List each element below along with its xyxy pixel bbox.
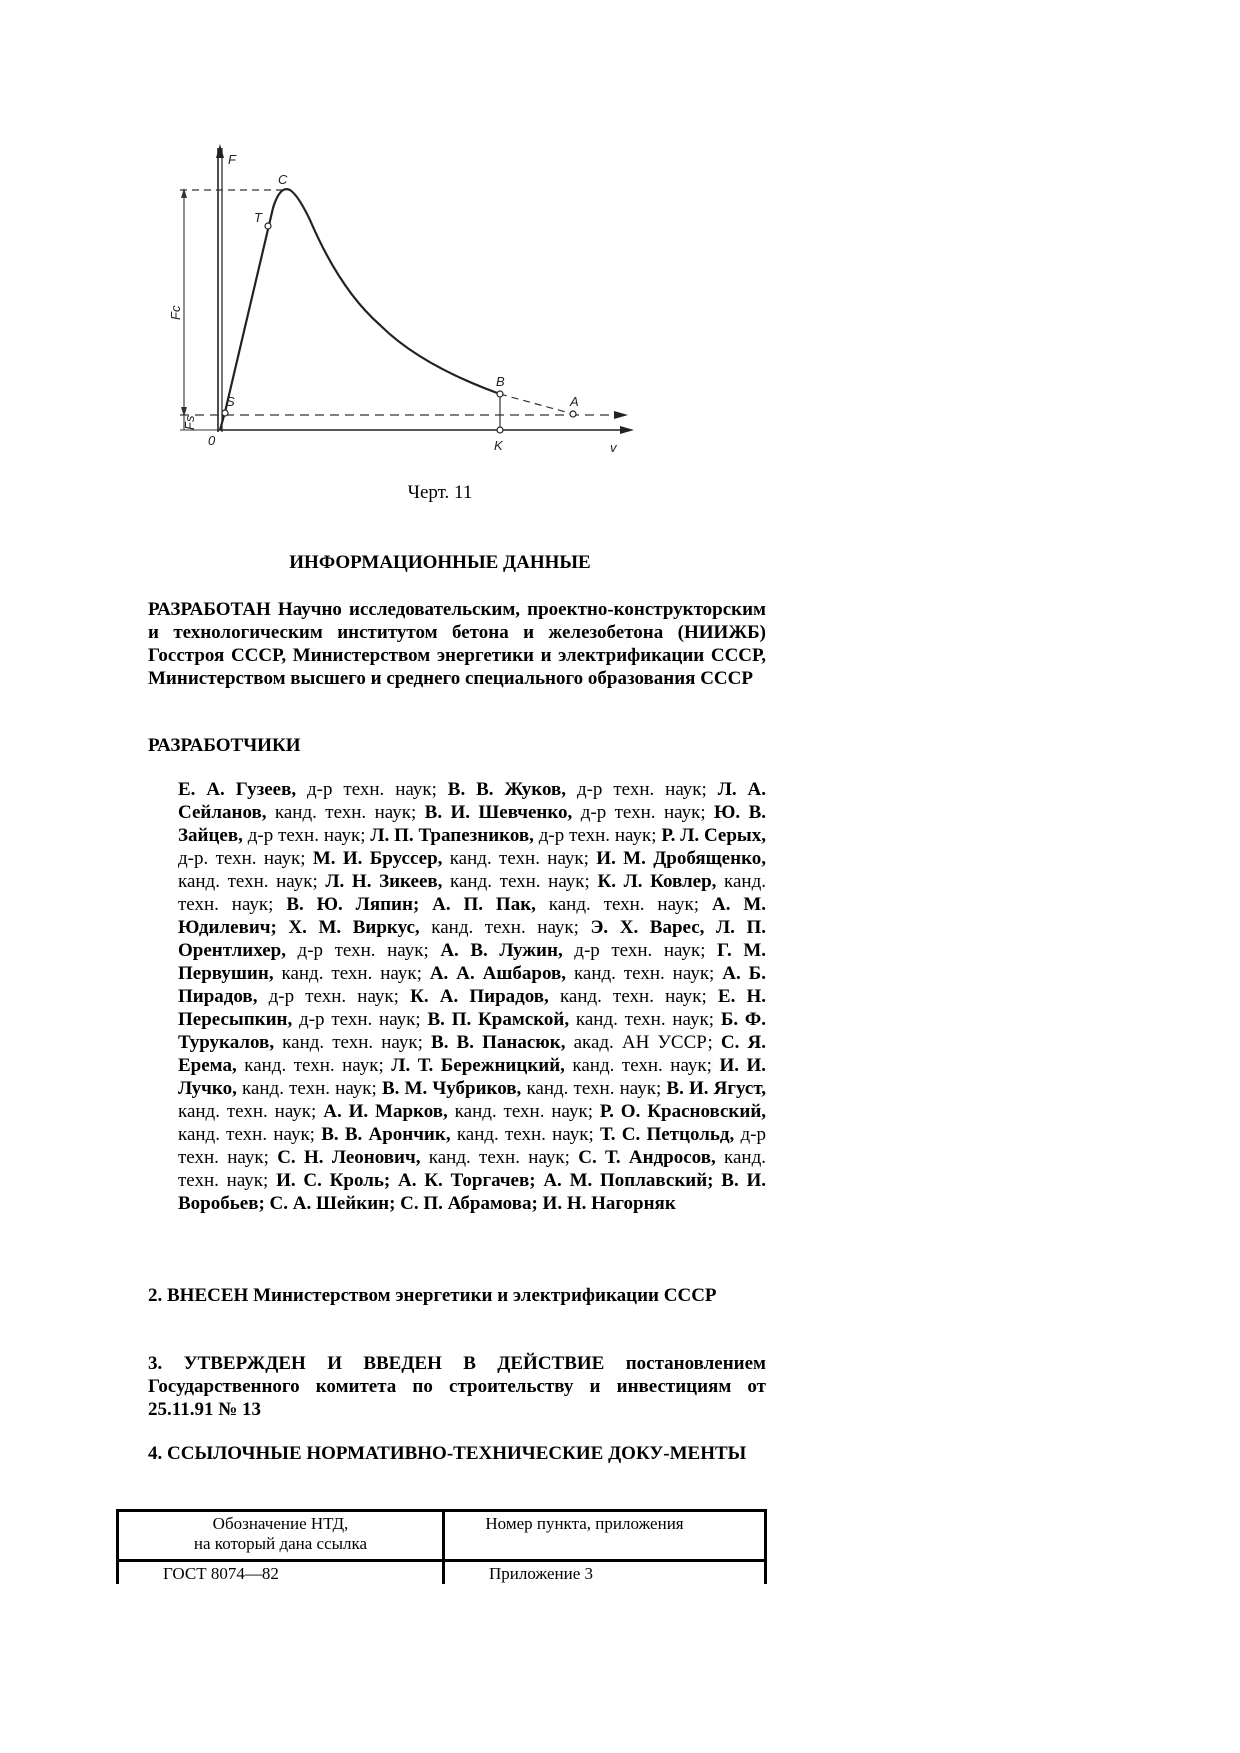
- label-k: K: [494, 438, 503, 453]
- developer-name: В. Ю. Ляпин; А. П. Пак,: [286, 894, 536, 915]
- label-fc: Fc: [168, 305, 183, 320]
- developer-name: Р. О. Красновский,: [599, 1101, 767, 1122]
- developer-title: канд. техн. наук;: [178, 1124, 322, 1145]
- developer-name: А. М. Юдилевич; Х. М. Виркус,: [178, 894, 767, 938]
- developer-name: И. С. Кроль; А. К. Торгачев; А. М. Поплавский; В. И. Воробьев; С. А. Шейкин; С. П. Абрамова; И. Н. Нагорняк: [178, 1170, 766, 1214]
- developer-name: К. А. Пирадов,: [410, 986, 549, 1007]
- developer-name: Е. А. Гузеев,: [178, 779, 297, 800]
- label-o: 0: [208, 433, 216, 448]
- developer-name: А. Б. Пирадов,: [178, 963, 766, 1007]
- header-doc-line1: Обозначение НТД,: [212, 1514, 349, 1533]
- point-b: [497, 391, 503, 397]
- item3-text: постановлением Государственного комитета по строительству и инвестициям от 25.11.91 № 13: [148, 1353, 767, 1420]
- developer-name: Л. Т. Бережницкий,: [391, 1055, 565, 1076]
- point-a: [570, 411, 576, 417]
- diagram-svg: [168, 140, 740, 480]
- developer-title: д-р техн. наук;: [566, 779, 718, 800]
- developer-name: В. И. Шевченко,: [424, 802, 573, 823]
- developer-name: С. Я. Ерема,: [178, 1032, 766, 1076]
- label-b: B: [496, 374, 505, 389]
- label-s: S: [226, 394, 235, 409]
- fs-arrow: [614, 411, 628, 419]
- developer-title: канд. техн. наук;: [450, 1124, 601, 1145]
- developer-name: В. В. Жуков,: [447, 779, 567, 800]
- developed-by-paragraph: [148, 598, 766, 690]
- label-a: A: [570, 394, 579, 409]
- table-row: [118, 1561, 766, 1585]
- approved-paragraph: [148, 1352, 766, 1421]
- point-k: [497, 427, 503, 433]
- developer-title: д-р техн. наук;: [292, 1009, 428, 1030]
- developer-title: канд. техн. наук;: [273, 963, 430, 984]
- developer-name: К. Л. Ковлер,: [597, 871, 717, 892]
- label-v: v: [610, 440, 617, 455]
- developer-name: В. И. Ягуст,: [666, 1078, 766, 1099]
- developer-name: А. В. Лужин,: [440, 940, 563, 961]
- item2-label: 2. ВНЕСЕН: [148, 1285, 249, 1306]
- label-t: T: [254, 210, 262, 225]
- developed-label: РАЗРАБОТАН: [148, 599, 271, 620]
- header-clause: Номер пункта, приложения: [444, 1511, 766, 1561]
- label-fs: Fs: [182, 415, 197, 430]
- developer-name: Л. П. Трапезников,: [370, 825, 534, 846]
- developer-title: акад. АН УССР;: [565, 1032, 721, 1053]
- developer-title: канд. техн. наук;: [447, 1101, 600, 1122]
- label-c: C: [278, 172, 288, 187]
- developer-name: Ю. В. Зайцев,: [178, 802, 766, 846]
- developer-title: д-р техн. наук;: [257, 986, 411, 1007]
- developer-name: С. Н. Леонович,: [277, 1147, 421, 1168]
- developer-title: канд. техн. наук;: [569, 1009, 721, 1030]
- developer-title: канд. техн. наук;: [419, 917, 591, 938]
- developer-name: В. П. Крамской,: [427, 1009, 570, 1030]
- developer-title: канд. техн. наук;: [442, 848, 597, 869]
- developer-title: д-р техн. наук;: [296, 779, 448, 800]
- table-header-row: [118, 1511, 766, 1561]
- developer-name: А. И. Марков,: [323, 1101, 448, 1122]
- item2-text: Министерством энергетики и электрификации СССР: [248, 1285, 717, 1306]
- developer-title: д-р техн. наук;: [178, 1124, 767, 1168]
- references-table: [116, 1509, 767, 1584]
- ba-dashed-line: [500, 394, 573, 414]
- developer-name: М. И. Бруссер,: [312, 848, 443, 869]
- point-t: [265, 223, 271, 229]
- developer-title: канд. техн. наук;: [178, 871, 326, 892]
- point-s: [222, 410, 228, 416]
- developer-name: А. А. Ашбаров,: [429, 963, 567, 984]
- label-f: F: [228, 152, 236, 167]
- developer-name: В. М. Чубриков,: [381, 1078, 522, 1099]
- figure-caption: Черт. 11: [407, 482, 473, 503]
- introduced-by-paragraph: [118, 1284, 766, 1307]
- developer-title: канд. техн. наук;: [274, 1032, 432, 1053]
- developer-name: Э. Х. Варес, Л. П. Орентлихер,: [178, 917, 766, 961]
- developers-list: [178, 778, 766, 1215]
- force-displacement-diagram: [168, 140, 740, 480]
- cell-clause: Приложение 3: [444, 1561, 766, 1585]
- developer-title: канд. техн. наук;: [236, 1078, 382, 1099]
- developer-title: д-р техн. наук;: [533, 825, 662, 846]
- developed-text: Научно исследовательским, проектно-конструкторским и технологическим институтом бетона и железобетона (НИИЖБ) Госстроя СССР, Министерством энергетики и электрификации СССР, Министерством высшего и среднего специального образования СССР: [148, 599, 766, 689]
- developer-title: канд. техн. наук;: [236, 1055, 392, 1076]
- developer-name: И. М. Дробященко,: [596, 848, 767, 869]
- developer-name: В. В. Панасюк,: [431, 1032, 566, 1053]
- developer-title: канд. техн. наук;: [548, 986, 718, 1007]
- developer-title: д-р техн. наук;: [572, 802, 715, 823]
- developer-title: д-р техн. наук;: [562, 940, 718, 961]
- item3-label: 3. УТВЕРЖДЕН И ВВЕДЕН В ДЕЙСТВИЕ: [148, 1353, 605, 1374]
- section-title: ИНФОРМАЦИОННЫЕ ДАННЫЕ: [289, 552, 591, 573]
- developer-name: Л. Н. Зикеев,: [325, 871, 443, 892]
- developer-name: И. И. Лучко,: [178, 1055, 767, 1099]
- developer-title: канд. техн. наук;: [178, 1147, 766, 1191]
- developer-title: д-р техн. наук;: [242, 825, 371, 846]
- developer-name: Г. М. Первушин,: [178, 940, 766, 984]
- v-axis-arrow: [620, 426, 634, 434]
- developer-name: Л. А. Сейланов,: [178, 779, 767, 823]
- f-axis-arrow: [216, 144, 224, 158]
- developer-title: д-р техн. наук;: [285, 940, 441, 961]
- developers-heading: РАЗРАБОТЧИКИ: [148, 735, 301, 756]
- developer-title: канд. техн. наук;: [266, 802, 425, 823]
- developer-title: д-р. техн. наук;: [178, 848, 313, 869]
- header-doc-line2: на который дана ссылка: [193, 1534, 368, 1553]
- developer-title: канд. техн. наук;: [178, 1101, 324, 1122]
- developer-title: канд. техн. наук;: [420, 1147, 579, 1168]
- developer-name: С. Т. Андросов,: [578, 1147, 716, 1168]
- developer-title: канд. техн. наук;: [178, 871, 767, 915]
- developer-name: Т. С. Петцольд,: [600, 1124, 735, 1145]
- developer-name: Б. Ф. Турукалов,: [178, 1009, 766, 1053]
- developer-name: В. В. Арончик,: [321, 1124, 451, 1145]
- header-doc-designation: [118, 1511, 444, 1561]
- load-curve: [220, 189, 500, 430]
- cell-doc: ГОСТ 8074—82: [118, 1561, 444, 1585]
- developer-name: Е. Н. Пересыпкин,: [178, 986, 767, 1030]
- developer-name: Р. Л. Серых,: [661, 825, 767, 846]
- developer-title: канд. техн. наук;: [521, 1078, 667, 1099]
- developer-title: канд. техн. наук;: [535, 894, 712, 915]
- references-heading: 4. ССЫЛОЧНЫЕ НОРМАТИВНО-ТЕХНИЧЕСКИЕ ДОКУ-МЕНТЫ: [148, 1443, 747, 1464]
- developer-title: канд. техн. наук;: [564, 1055, 720, 1076]
- developer-title: канд. техн. наук;: [566, 963, 723, 984]
- developer-title: канд. техн. наук;: [442, 871, 598, 892]
